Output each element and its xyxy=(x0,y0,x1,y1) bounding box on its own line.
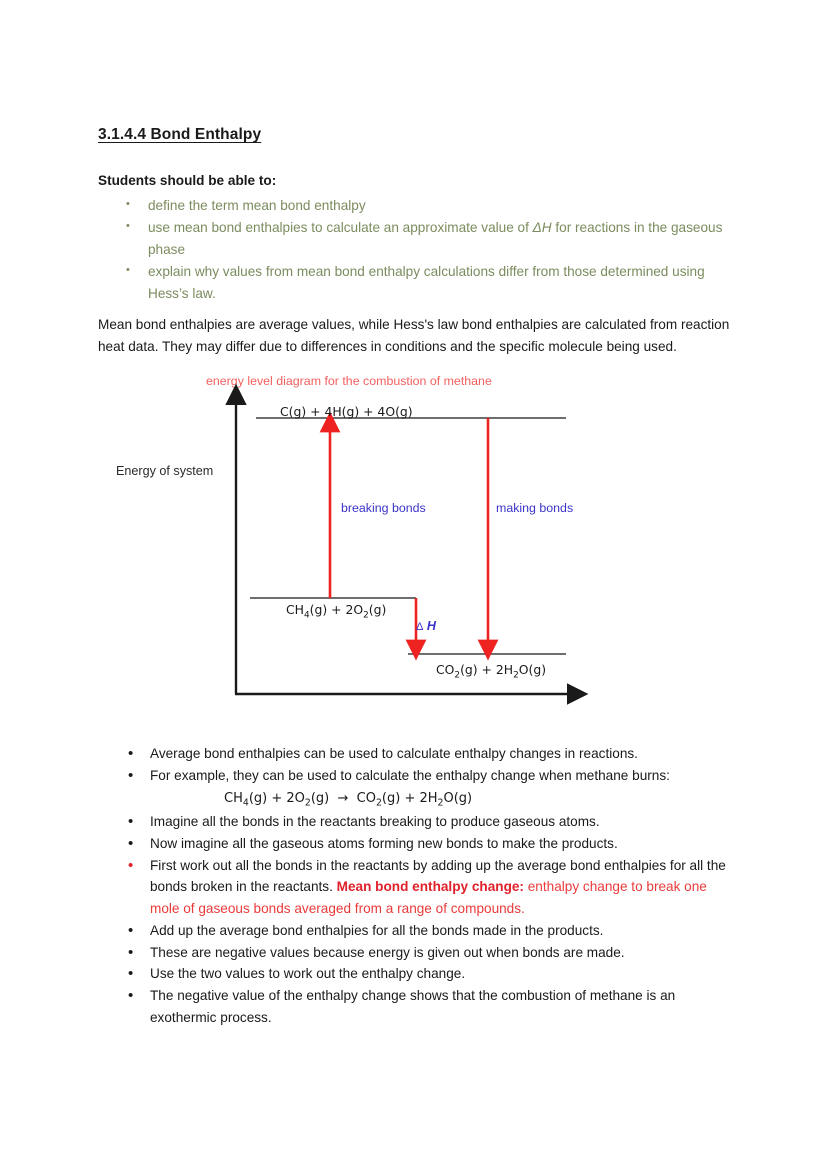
arrow-label-breaking-bonds: breaking bonds xyxy=(341,501,426,516)
spec-item-2-prefix: use mean bond enthalpies to calculate an approximate value of xyxy=(148,220,533,235)
note-item-8: • Use the two values to work out the enthalpy change. xyxy=(98,963,730,985)
note-item-1: • Average bond enthalpies can be used to calculate enthalpy changes in reactions. xyxy=(98,743,730,765)
spec-item-2 xyxy=(98,217,730,261)
energy-level-diagram xyxy=(98,374,730,739)
y-axis-label: Energy of system xyxy=(116,464,214,479)
note-item-5-definition: enthalpy change to break one mole of gaseous bonds averaged from a range of compounds. xyxy=(150,879,707,917)
note-item-9: • The negative value of the enthalpy change shows that the combustion of methane is an exothermic process. xyxy=(98,985,730,1029)
diagram-title: energy level diagram for the combustion of methane xyxy=(206,374,492,389)
spec-item-2-suffix: for reactions in the gaseous phase xyxy=(148,220,723,258)
combustion-equation: $CH_4(g) + 2O_2(g) \to CO_2(g) + 2H_2O(g)$ xyxy=(224,790,473,809)
document-content xyxy=(98,126,730,1029)
note-item-5 xyxy=(98,855,730,920)
arrow-label-delta-h: Δ H xyxy=(416,619,436,634)
spec-item-3: • explain why values from mean bond enthalpy calculations differ from those determined using Hess’s law. xyxy=(98,261,730,305)
spec-item-2-symbol: ΔH xyxy=(532,220,552,235)
note-item-5-black: First work out all the bonds in the reactants by adding up the average bond enthalpies for all the bonds broken in the reactants. xyxy=(150,857,726,895)
body-paragraph: Mean bond enthalpies are average values, while Hess's law bond enthalpies are calculated from reaction heat data. They may differ due to differences in conditions and the specific molecule being used. xyxy=(98,317,730,355)
specification-list xyxy=(98,195,730,305)
spec-lead-text: Students should be able to: xyxy=(98,172,277,188)
page-title: 3.1.4.4 Bond Enthalpy xyxy=(98,126,262,143)
level-label-products: $CO_2(g) + 2H_2O(g)$ xyxy=(436,662,547,681)
note-item-2-text: For example, they can be used to calculate the enthalpy change when methane burns: xyxy=(150,767,670,783)
arrow-label-making-bonds: making bonds xyxy=(496,501,574,516)
note-item-7: • These are negative values because energy is given out when bonds are made. xyxy=(98,942,730,964)
note-item-2 xyxy=(98,765,730,811)
spec-item-1: • define the term mean bond enthalpy xyxy=(98,195,730,217)
note-item-6: • Add up the average bond enthalpies for all the bonds made in the products. xyxy=(98,920,730,942)
note-item-4: • Now imagine all the gaseous atoms forming new bonds to make the products. xyxy=(98,833,730,855)
notes-list xyxy=(98,743,730,1029)
diagram-canvas xyxy=(98,374,730,739)
note-item-5-emphasis: Mean bond enthalpy change: xyxy=(336,879,524,895)
note-item-3: • Imagine all the bonds in the reactants breaking to produce gaseous atoms. xyxy=(98,811,730,833)
level-label-reactants: $CH_4(g) + 2O_2(g)$ xyxy=(286,602,387,621)
level-label-atoms: C(g) + 4H(g) + 4O(g) xyxy=(280,404,413,420)
diagram-axes xyxy=(235,398,574,694)
